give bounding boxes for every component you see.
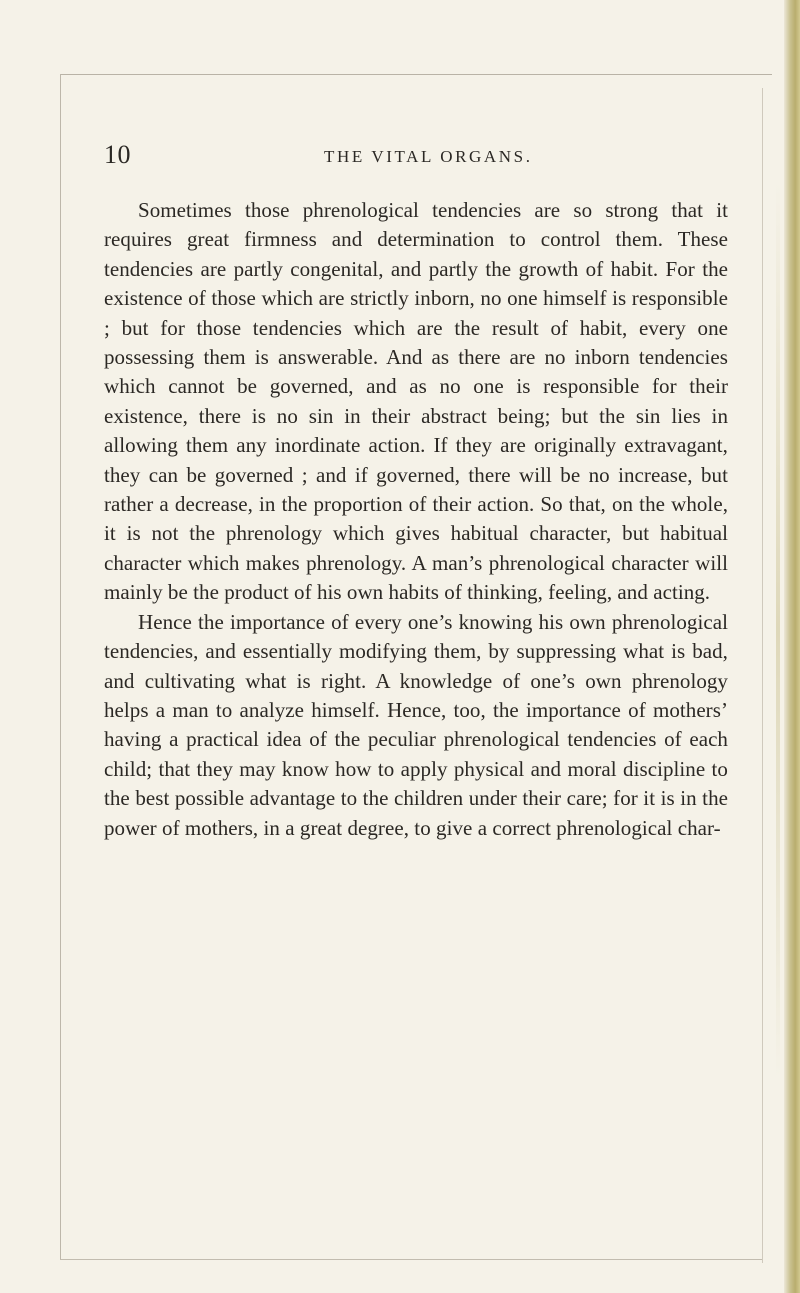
page-edge-speck <box>776 180 780 1080</box>
frame-line-top <box>60 74 772 75</box>
frame-line-bottom <box>60 1259 762 1260</box>
running-head: THE VITAL ORGANS. <box>324 147 533 166</box>
page-number: 10 <box>104 140 131 169</box>
paragraph: Sometimes those phrenological tendencies are so strong that it requires great firmness and determination to control them. These tendencies are partly congenital, and partly the growth of habit. For the existence of those which are strictly inborn, no one himself is responsible ; but for those tendencies which are the result of habit, every one possessing them is answerable. And as there are no inborn tendencies which cannot be governed, and as no one is responsible for their existence, there is no sin in their abstract being; but the sin lies in allowing them any inordinate action. If they are originally extravagant, they can be governed ; and if governed, there will be no increase, but rather a decrease, in the proportion of their action. So that, on the whole, it is not the phrenology which gives habitual character, but habitual character which makes phrenology. A man’s phrenological character will mainly be the product of his own habits of thinking, feeling, and acting. <box>104 198 728 605</box>
page-edge <box>784 0 800 1293</box>
frame-line-left <box>60 74 61 1260</box>
page-header <box>104 140 724 174</box>
body-text <box>104 196 728 1196</box>
paragraph: Hence the importance of every one’s knowing his own phrenological tendencies, and essentially modifying them, by suppressing what is bad, and cultivating what is right. A knowledge of one’s own phrenology helps a man to analyze himself. Hence, too, the importance of mothers’ having a practical idea of the peculiar phrenological tendencies of each child; that they may know how to apply physical and moral discipline to the best possible advantage to the children under their care; for it is in the power of mothers, in a great degree, to give a correct phrenological char- <box>104 609 728 840</box>
frame-line-right <box>762 88 763 1263</box>
